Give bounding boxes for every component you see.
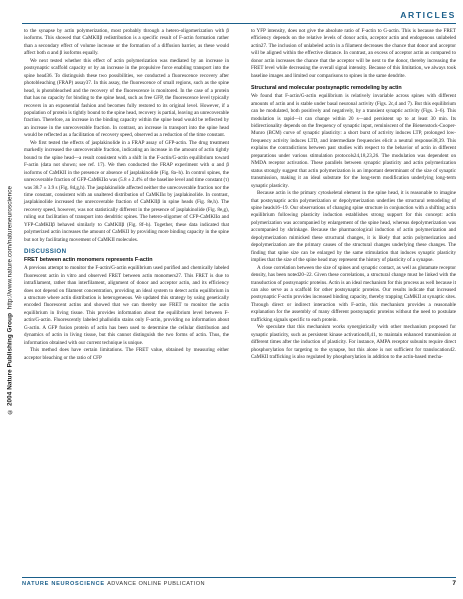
- paragraph: We first tested the effects of jasplakinolide in a FRAP assay of GFP-actin. The drug treatment markedly increased the unrecoverable fraction, indicating an increase in the amount of actin tightly bound to the spine head—a result consistent with a shift in the F-actin/G-actin equilibrium toward F-actin (data not shown; see ref. 17). We then conducted the FRAP experiment with α and β isoforms of CaMKII in the presence or absence of jasplakinolide (Fig. 8a–h). In control spines, the unrecoverable fraction of GFP-CaMKIIα was (5.8 ± 2.4% of the baseline level and time constant (τ) was 38.7 ± 3.9 s (Fig. 8d,g,h). The jasplakinolide affected neither the unrecoverable fraction nor the time constant, consistent with an unaltered distribution of CaMKIIα by jasplakinolide. In contrast, jasplakinolide increased the unrecoverable fraction of CaMKIIβ in spine heads (Fig. 8e,h). The recovery speed, however, was not statistically different in the presence of jasplakinolide (Fig. 8e,g), ruling out facilitation of transport into dendritic spines. The hetero-oligomer of CFP-CaMKIIα and YFP-CaMKIIβ behaved similarly to CaMKIIβ (Fig. 8f–h). Together, these data indicated that polymerized actin increases the amount of CaMKII by providing more binding capacity in the spine but not by facilitating movement of CaMKII molecules.: [24, 139, 229, 243]
- copyright-sidebar: [2, 140, 18, 460]
- publication-status: ADVANCE ONLINE PUBLICATION: [107, 581, 205, 587]
- footer-journal: [22, 581, 205, 587]
- fret-subheading: FRET between actin monomers represents F-actin: [24, 257, 153, 264]
- paragraph: We speculate that this mechanism works synergistically with other mechanism proposed for synaptic plasticity, such as persistent kinase activation40,41, to maintain enhanced transmission at different times after the induction of plasticity. For instance, AMPA receptor subunits require direct phosphorylation for targeting to the synapse, but this alone is not sufficient for translocation42. CaMKII trafficking is also regulated by phosphorylation in addition to the actin-based mecha-: [251, 324, 456, 361]
- copyright-text: © 2004 Nature Publishing Group: [6, 312, 14, 415]
- journal-name: NATURE NEUROSCIENCE: [22, 581, 105, 587]
- remodeling-subheading: Structural and molecular postsynaptic remodeling by actin: [251, 85, 402, 92]
- section-label: ARTICLES: [400, 10, 456, 20]
- paragraph: to the synapse by actin polymerization, most probably through a hetero-oligomerization with β isoforms. This showed that CaMKIIβ redistribution is a specific result of F-actin formation rather than a secondary effect of volume increase or the formation of a diffusion barrier, as these would affect both α and β isoforms equally.: [24, 28, 229, 57]
- journal-url: http://www.nature.com/natureneuroscience: [6, 185, 14, 309]
- paragraph: This method does have certain limitations. The FRET value, obtained by measuring either acceptor bleaching or the ratio of CFP: [24, 347, 229, 361]
- left-column: [24, 28, 229, 362]
- paragraph: Because actin is the primary cytoskeletal element in the spine head, it is reasonable to imagine that postsynaptic actin polymerization or depolymerization underlies the structural remodeling of spine heads16–19. Our observations of changing spine structure in conjunction with a shifting actin equilibrium following plasticity induction establishes strong support for this concept: actin polymerization was accompanied by enlargement of the spine head, whereas depolymerization was accompanied by shrinkage. Because the pharmacological induction of actin polymerization and depolymerization mimicked these structural changes, it is likely that actin polymerization and depolymerization are the primary causes of the structural changes underlying these changes. The finding that spine size can be enlarged by the same stimulation that induces synaptic plasticity implies that the size of the spine head may represent the history of plasticity of a synapse.: [251, 190, 456, 264]
- paragraph: We found that F-actin/G-actin equilibrium is relatively invariable across spines with different amounts of actin and is stable under basal neuronal activity (Figs. 2c,d and 7). But this equilibrium can be modulated, both positively and negatively, by a transient synaptic activity (Figs. 3–6). This modulation is rapid—it can change within 20 s—and persistent up to at least 30 min. Its bidirectionality depends on the frequency of synaptic input, reminiscent of the Bienenstock-Cooper-Munro (BCM) curve of synaptic plasticity: a short burst of activity induces LTP, prolonged low-frequency activity induces LTD, and intermediate frequencies elicit a neutral response38,39. This explains the contradictions between past studies with respect to the behavior of actin in different preparations under various stimulation protocols24,18,23,26. The modulation was dependent on NMDA receptor activation. These parallels between synaptic plasticity and actin polymerization status strongly suggest that actin polymerization is an important determinant of the size of synaptic transmission, making it an ideal substrate for the long-term modification underlying long-term synaptic plasticity.: [251, 93, 456, 189]
- page-number: 7: [452, 580, 456, 587]
- paragraph: to YFP intensity, does not give the absolute ratio of F-actin to G-actin. This is because the FRET efficiency depends on the relative levels of donor actin, acceptor actin and endogenous unlabeled actin27. The inclusion of unlabeled actin in a filament decreases the chance that donor and acceptor will be aligned within the effective distance. In contrast, an excess of acceptor actin as compared to donor actin increases the chance that the acceptor will be next to the donor, thereby increasing the FRET level while decreasing the overall signal intensity. Because of this limitation, we always took baseline images and limited our comparisons to spines in the same dendrite.: [251, 28, 456, 79]
- footer-rule: [22, 577, 456, 578]
- discussion-heading: DISCUSSION: [24, 248, 67, 256]
- paragraph: A previous attempt to monitor the F-actin/G-actin equilibrium used purified and chemically labeled fluorescent actin in vitro and observed FRET between actin monomers27. This FRET is due to intrafilament, rather than interfilament, alignment of donor and acceptor actin, and its efficiency does not depend on filament concentration, providing an ideal system to detect actin equilibrium in a structure where actin distribution is heterogeneous. We updated this strategy by using genetically encoded fluorescent actins and showed that we can thereby use FRET to monitor the actin equilibrium in living tissue. This provides information about the equilibrium level between F-actin/G-actin. Fluorescently labeled phalloidin stains only F-actin, providing no information about G-actin. A GFP fusion protein of actin has been used to determine the cellular distribution and dynamics of actin in living tissue, but this cannot distinguish the two forms of actin. Thus, the information obtained with our current technique is unique.: [24, 265, 229, 346]
- header-rule: [22, 23, 456, 24]
- paragraph: We next tested whether this effect of actin polymerization was mediated by an increase in postsynaptic scaffold capacity or by an increase in the propulsive force enabling transport into the spine head36. To distinguish these two possibilities, we conducted a fluorescence recovery after photobleaching (FRAP) assay37. In this assay, the fluorescence of small regions, such as the spine head, is photobleached and the recovery of the fluorescence is monitored. In the case of a protein that has no capacity for binding to the spine head, such as free GFP, the fluorescence level typically recovers in an exponential fashion and becomes fully restored to its original level. However, if a population of protein is tightly bound to the spine head, recovery is partial, leaving an unrecoverable fraction. Therefore, an increase in the binding capacity within the spine head would be reflected by an increase in the unrecoverable fraction. In contrast, an increase in transport into the spine head would be reflected as a facilitation of recovery speed, observed as a reduction of the time constant.: [24, 57, 229, 139]
- paragraph: A close correlation between the size of spines and synaptic contact, as well as glutamate receptor density, has been noted20–22. Given these correlations, a structural change must be linked with the transduction of postsynaptic proteins. Actin is an ideal mechanism for this process as well because it can also serve as a scaffold for other postsynaptic proteins. Our results indicate that increased postsynaptic F-actin provides increased binding capacity, thereby trapping CaMKII at synaptic sites. Through direct or indirect interaction with F-actin, this mechanism provides a reasonable explanation for the assembly of many different postsynaptic proteins without the need to postulate trafficking signals specific to each protein.: [251, 264, 456, 323]
- right-column: [251, 28, 456, 361]
